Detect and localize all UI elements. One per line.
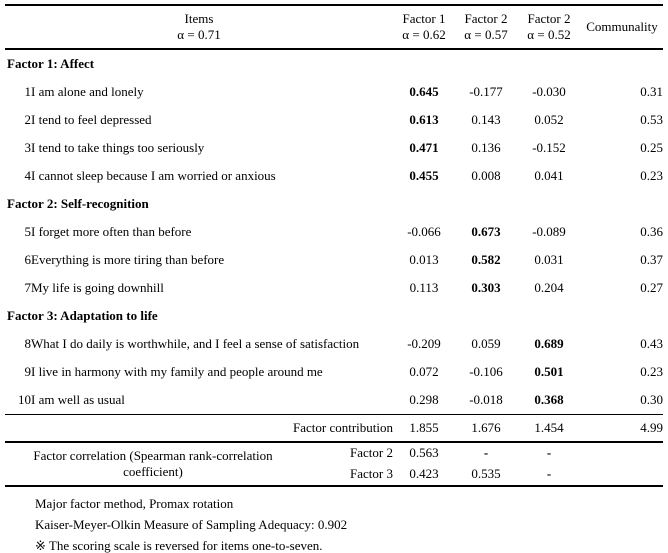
section-header-self-recognition <box>5 190 663 218</box>
note-kmo: Kaiser-Meyer-Olkin Measure of Sampling Adequacy: 0.902 <box>35 517 348 532</box>
item-text: Everything is more tiring than before <box>31 252 225 267</box>
empty-cell <box>581 442 663 464</box>
note-scoring-scale: ※ The scoring scale is reversed for items one-to-seven. <box>35 538 323 553</box>
item-number: 10 <box>18 392 31 407</box>
loading-value: -0.018 <box>469 392 503 407</box>
item-number: 6 <box>24 252 31 267</box>
item-text: I tend to feel depressed <box>31 112 152 127</box>
loading-value: 0.613 <box>409 112 439 127</box>
item-text: My life is going downhill <box>31 280 164 295</box>
item-number: 7 <box>24 280 31 295</box>
correlation-label: Factor correlation (Spearman rank-correlation coefficient) <box>33 447 273 479</box>
note-method: Major factor method, Promax rotation <box>35 496 234 511</box>
loading-value: 0.298 <box>409 392 439 407</box>
communality-value: 0.23 <box>640 364 663 379</box>
correlation-factor3-label: Factor 3 <box>350 466 393 481</box>
factor-contribution-label: Factor contribution <box>292 420 393 435</box>
communality-column-header: Communality <box>586 19 658 34</box>
item-text: I am well as usual <box>31 392 125 407</box>
factor3-label: Factor 2 <box>527 11 571 26</box>
item-text: I am alone and lonely <box>31 84 144 99</box>
loading-value: 0.673 <box>471 224 501 239</box>
loading-value: -0.106 <box>469 364 503 379</box>
communality-value: 0.27 <box>640 280 663 295</box>
factor1-label: Factor 1 <box>402 11 446 26</box>
section-title: Factor 1: Affect <box>7 56 95 71</box>
loading-value: 0.031 <box>534 252 564 267</box>
correlation-dash: - <box>546 445 552 460</box>
loading-value: 0.368 <box>534 392 564 407</box>
section-header-adaptation <box>5 302 663 330</box>
loading-value: 0.052 <box>534 112 564 127</box>
factor3-column-header <box>517 5 581 49</box>
factor2-column-header <box>455 5 517 49</box>
communality-value: 0.23 <box>640 168 663 183</box>
item-row <box>5 106 663 134</box>
loading-value: -0.089 <box>532 224 566 239</box>
loading-value: 0.143 <box>471 112 501 127</box>
item-number: 3 <box>24 140 31 155</box>
factor1-column-header <box>393 5 455 49</box>
items-column-header <box>5 5 393 49</box>
loading-value: 0.013 <box>409 252 439 267</box>
correlation-dash: - <box>483 445 489 460</box>
item-row <box>5 246 663 274</box>
correlation-row-factor2 <box>5 442 663 464</box>
loading-value: 0.645 <box>409 84 439 99</box>
empty-cell <box>581 464 663 486</box>
item-row <box>5 358 663 386</box>
factor-contribution-row <box>5 415 663 443</box>
item-row <box>5 274 663 302</box>
correlation-value: 0.423 <box>409 466 439 481</box>
item-text: I cannot sleep because I am worried or anxious <box>31 168 276 183</box>
item-number: 8 <box>24 336 31 351</box>
loading-value: 0.041 <box>534 168 564 183</box>
item-number: 4 <box>24 168 31 183</box>
loading-value: -0.177 <box>469 84 503 99</box>
contribution-value: 1.454 <box>534 420 564 435</box>
communality-value: 0.43 <box>640 336 663 351</box>
correlation-value: 0.563 <box>409 445 439 460</box>
factor1-alpha: α = 0.62 <box>402 27 446 42</box>
items-label: Items <box>184 11 214 26</box>
contribution-value: 1.855 <box>409 420 439 435</box>
loading-value: 0.204 <box>534 280 564 295</box>
contribution-value: 1.676 <box>471 420 501 435</box>
loading-value: -0.152 <box>532 140 566 155</box>
item-row <box>5 162 663 190</box>
loading-value: 0.072 <box>409 364 439 379</box>
communality-value: 0.30 <box>640 392 663 407</box>
loading-value: 0.582 <box>471 252 501 267</box>
communality-value: 0.31 <box>640 84 663 99</box>
communality-value: 0.53 <box>640 112 663 127</box>
section-title: Factor 3: Adaptation to life <box>7 308 158 323</box>
factor2-label: Factor 2 <box>464 11 508 26</box>
factor2-alpha: α = 0.57 <box>464 27 508 42</box>
item-row <box>5 134 663 162</box>
correlation-value: 0.535 <box>471 466 501 481</box>
factor-analysis-table <box>5 4 663 487</box>
table-header-row <box>5 5 663 49</box>
item-text: What I do daily is worthwhile, and I feel a sense of satisfaction <box>31 336 360 351</box>
contribution-total-value: 4.99 <box>640 420 663 435</box>
loading-value: 0.008 <box>471 168 501 183</box>
factor3-alpha: α = 0.52 <box>527 27 571 42</box>
loading-value: 0.501 <box>534 364 564 379</box>
items-alpha: α = 0.71 <box>177 27 221 42</box>
item-row <box>5 218 663 246</box>
loading-value: 0.471 <box>409 140 439 155</box>
loading-value: -0.066 <box>407 224 441 239</box>
section-title: Factor 2: Self-recognition <box>7 196 149 211</box>
loading-value: 0.059 <box>471 336 501 351</box>
item-row <box>5 386 663 415</box>
loading-value: -0.030 <box>532 84 566 99</box>
item-number: 9 <box>24 364 31 379</box>
loading-value: 0.136 <box>471 140 501 155</box>
section-header-affect <box>5 49 663 78</box>
item-text: I tend to take things too seriously <box>31 140 205 155</box>
item-text: I live in harmony with my family and people around me <box>31 364 323 379</box>
correlation-factor2-label: Factor 2 <box>350 445 393 460</box>
item-text: I forget more often than before <box>31 224 192 239</box>
table-notes <box>5 487 663 553</box>
communality-value: 0.25 <box>640 140 663 155</box>
communality-value: 0.37 <box>640 252 663 267</box>
loading-value: 0.455 <box>409 168 439 183</box>
communality-value: 0.36 <box>640 224 663 239</box>
item-number: 2 <box>24 112 31 127</box>
correlation-dash: - <box>546 466 552 481</box>
item-row <box>5 330 663 358</box>
loading-value: 0.689 <box>534 336 564 351</box>
loading-value: 0.303 <box>471 280 501 295</box>
loading-value: 0.113 <box>409 280 439 295</box>
item-number: 1 <box>24 84 31 99</box>
item-number: 5 <box>24 224 31 239</box>
loading-value: -0.209 <box>407 336 441 351</box>
item-row <box>5 78 663 106</box>
